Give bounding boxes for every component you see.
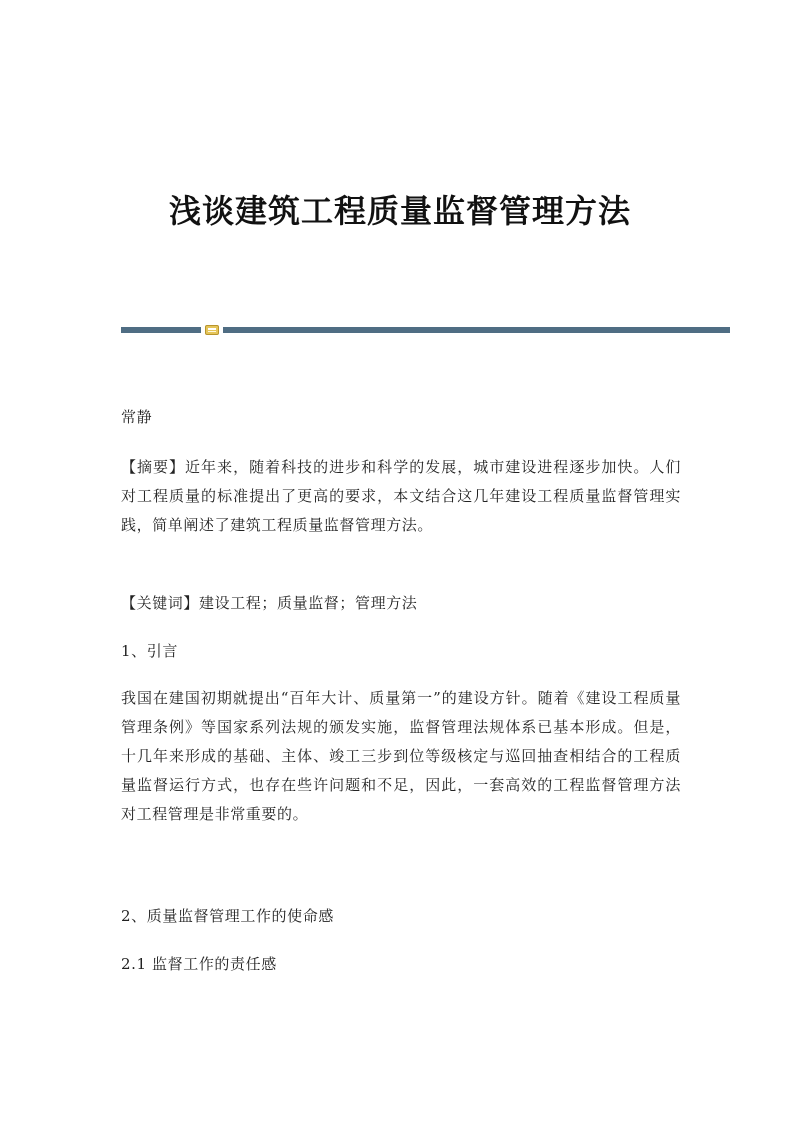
section-2-heading: 2、质量监督管理工作的使命感 — [121, 907, 334, 925]
title-divider — [121, 325, 730, 334]
document-title: 浅谈建筑工程质量监督管理方法 — [168, 192, 631, 230]
divider-emblem-icon — [205, 325, 219, 335]
divider-bar-right — [223, 327, 730, 333]
section-2-1-heading: 2.1 监督工作的责任感 — [121, 955, 277, 973]
abstract-paragraph: 【摘要】近年来，随着科技的进步和科学的发展，城市建设进程逐步加快。人们对工程质量的标准提出了更高的要求，本文结合这几年建设工程质量监督管理实践，简单阐述了建筑工程质量监督管理方法。 — [121, 458, 681, 534]
divider-bar-left — [121, 327, 201, 333]
author-name: 常静 — [121, 408, 153, 426]
keywords-line: 【关键词】建设工程；质量监督；管理方法 — [121, 594, 418, 612]
section-1-heading: 1、引言 — [121, 642, 178, 660]
section-1-paragraph: 我国在建国初期就提出“百年大计、质量第一”的建设方针。随着《建设工程质量管理条例》等国家系列法规的颁发实施，监督管理法规体系已基本形成。但是，十几年来形成的基础、主体、竣工三步到位等级核定与巡回抽查相结合的工程质量监督运行方式，也存在些许问题和不足，因此，一套高效的工程监督管理方法对工程管理是非常重要的。 — [121, 689, 681, 823]
